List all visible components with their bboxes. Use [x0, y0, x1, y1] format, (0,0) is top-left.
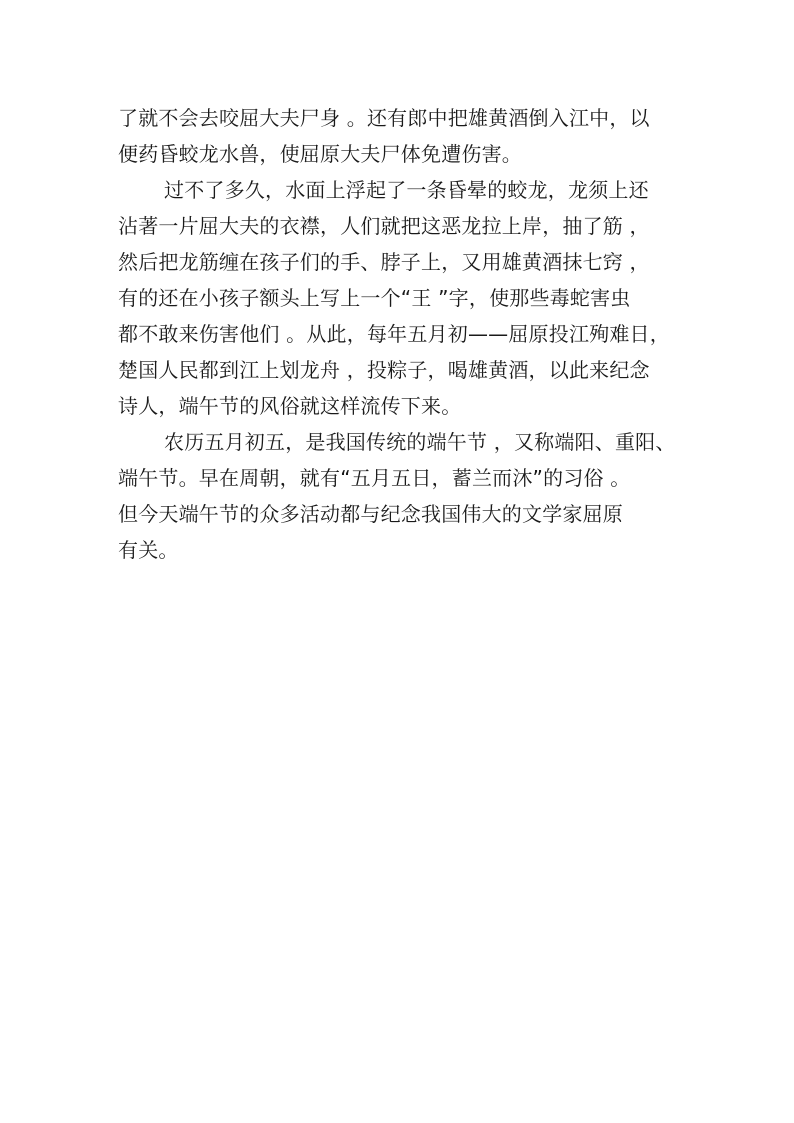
- paragraph-first-line: 农历五月初五，是我国传统的端午节 ，又称端阳、重阳、: [164, 430, 676, 454]
- paragraph-line: 然后把龙筋缠在孩子们的手、脖子上，又用雄黄酒抹七窍 ，: [118, 250, 650, 274]
- paragraph-line: 有的还在小孩子额头上写上一个“王 ”字，使那些毒蛇害虫: [118, 286, 631, 310]
- paragraph-line: 楚国人民都到江上划龙舟 ，投粽子，喝雄黄酒，以此来纪念: [118, 358, 650, 382]
- document-body: [118, 100, 678, 568]
- paragraph-line: 便药昏蛟龙水兽，使屈原大夫尸体免遭伤害。: [118, 142, 522, 166]
- paragraph-first-line: 过不了多久，水面上浮起了一条昏晕的蛟龙，龙须上还: [164, 178, 649, 202]
- paragraph-line: 诗人，端午节的风俗就这样流传下来。: [118, 394, 462, 418]
- paragraph-line: 都不敢来伤害他们 。从此，每年五月初——屈原投江殉难日，: [118, 322, 670, 346]
- paragraph-2: [118, 172, 678, 424]
- paragraph-line: 端午节。早在周朝，就有“五月五日，蓄兰而沐”的习俗 。: [118, 466, 631, 490]
- paragraph-line: 沾著一片屈大夫的衣襟，人们就把这恶龙拉上岸，抽了筋 ，: [118, 214, 650, 238]
- paragraph-line: 有关。: [118, 538, 179, 562]
- paragraph-3: [118, 424, 678, 568]
- paragraph-1: [118, 100, 678, 172]
- paragraph-line: 但今天端午节的众多活动都与纪念我国伟大的文学家屈原: [118, 502, 623, 526]
- paragraph-line: 了就不会去咬屈大夫尸身 。还有郎中把雄黄酒倒入江中，以: [118, 106, 650, 130]
